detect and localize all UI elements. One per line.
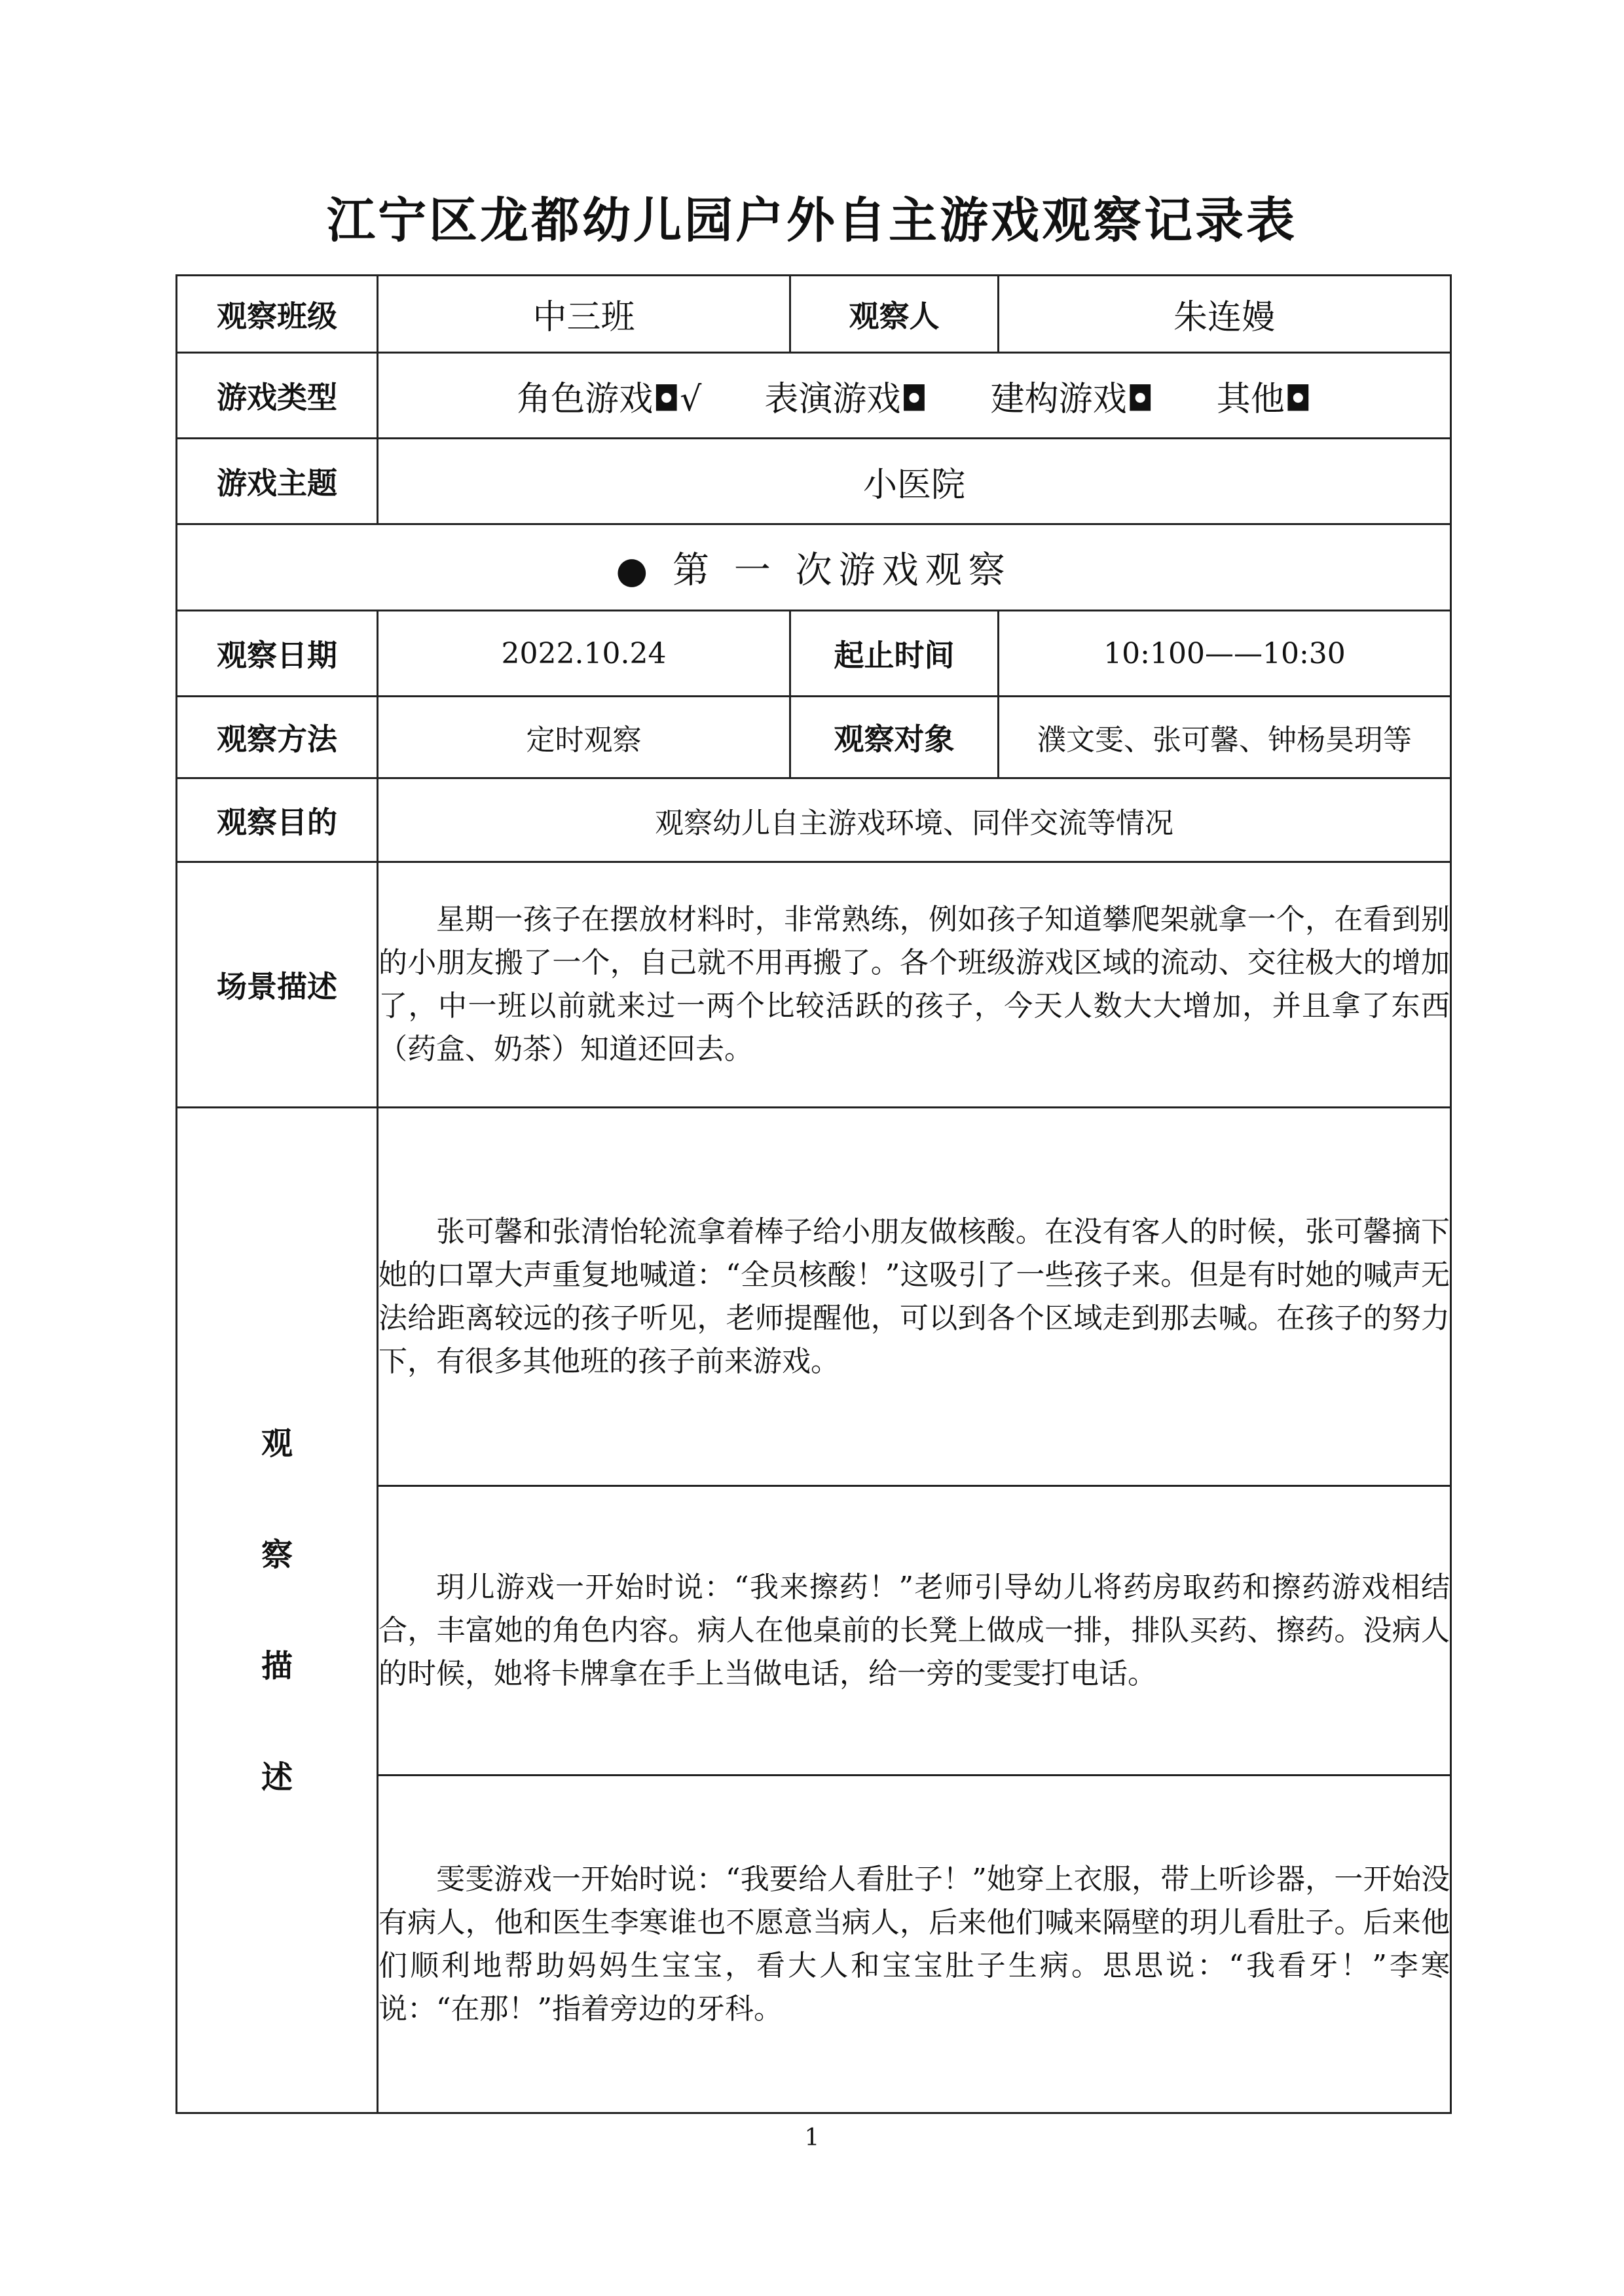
label-theme: 游戏主题 [177, 439, 378, 524]
row-theme [177, 439, 1451, 524]
value-purpose: 观察幼儿自主游戏环境、同伴交流等情况 [378, 778, 1451, 862]
value-class: 中三班 [378, 276, 790, 353]
label-observer: 观察人 [790, 276, 999, 353]
label-time: 起止时间 [790, 611, 999, 697]
value-time: 10:100——10:30 [999, 611, 1451, 697]
value-theme: 小医院 [378, 439, 1451, 524]
row-date [177, 611, 1451, 697]
row-method [177, 697, 1451, 778]
value-method: 定时观察 [378, 697, 790, 778]
value-scene: 星期一孩子在摆放材料时，非常熟练，例如孩子知道攀爬架就拿一个，在看到别的小朋友搬了一个，自己就不用再搬了。各个班级游戏区域的流动、交往极大的增加了，中一班以前就来过一两个比较活跃的孩子，今天人数大大增加，并且拿了东西（药盒、奶茶）知道还回去。 [378, 862, 1451, 1108]
observation-text-2: 玥儿游戏一开始时说：“我来擦药！”老师引导幼儿将药房取药和擦药游戏相结合，丰富她的角色内容。病人在他桌前的长凳上做成一排，排队买药、擦药。没病人的时候，她将卡牌拿在手上当做电话，给一旁的雯雯打电话。 [378, 1486, 1451, 1776]
game-type-performance: 表演游戏◘ [764, 379, 928, 419]
label-observation-char-3: 描 [261, 1647, 293, 1685]
game-type-role: 角色游戏◘√ [517, 379, 702, 419]
page-number: 1 [804, 2124, 820, 2151]
row-round [177, 524, 1451, 611]
row-observation-1 [177, 1108, 1451, 1486]
label-method: 观察方法 [177, 697, 378, 778]
game-type-construction: 建构游戏◘ [990, 379, 1154, 419]
label-scene: 场景描述 [177, 862, 378, 1108]
label-date: 观察日期 [177, 611, 378, 697]
row-game-type [177, 353, 1451, 439]
game-type-options [378, 353, 1451, 439]
observation-text-3: 雯雯游戏一开始时说：“我要给人看肚子！”她穿上衣服，带上听诊器，一开始没有病人，他和医生李寒谁也不愿意当病人，后来他们喊来隔壁的玥儿看肚子。后来他们顺利地帮助妈妈生宝宝，看大人和宝宝肚子生病。思思说：“我看牙！”李寒说：“在那！”指着旁边的牙科。 [378, 1776, 1451, 2113]
observation-round-heading: ● 第 一 次游戏观察 [177, 524, 1451, 611]
label-observation-char-4: 述 [261, 1758, 293, 1796]
label-class: 观察班级 [177, 276, 378, 353]
value-date: 2022.10.24 [378, 611, 790, 697]
value-subjects: 濮文雯、张可馨、钟杨昊玥等 [999, 697, 1451, 778]
document-title: 江宁区龙都幼儿园户外自主游戏观察记录表 [327, 192, 1297, 249]
label-observation-char-1: 观 [261, 1425, 293, 1462]
game-type-other: 其他◘ [1216, 379, 1312, 419]
label-observation-char-2: 察 [261, 1536, 293, 1573]
label-purpose: 观察目的 [177, 778, 378, 862]
label-subjects: 观察对象 [790, 697, 999, 778]
row-purpose [177, 778, 1451, 862]
label-observation [177, 1108, 378, 2113]
value-observer: 朱连嫚 [999, 276, 1451, 353]
observation-text-1: 张可馨和张清怡轮流拿着棒子给小朋友做核酸。在没有客人的时候，张可馨摘下她的口罩大声重复地喊道：“全员核酸！”这吸引了一些孩子来。但是有时她的喊声无法给距离较远的孩子听见，老师提醒他，可以到各个区域走到那去喊。在孩子的努力下，有很多其他班的孩子前来游戏。 [378, 1108, 1451, 1486]
row-class [177, 276, 1451, 353]
label-game-type: 游戏类型 [177, 353, 378, 439]
row-scene [177, 862, 1451, 1108]
observation-form [175, 274, 1452, 2114]
